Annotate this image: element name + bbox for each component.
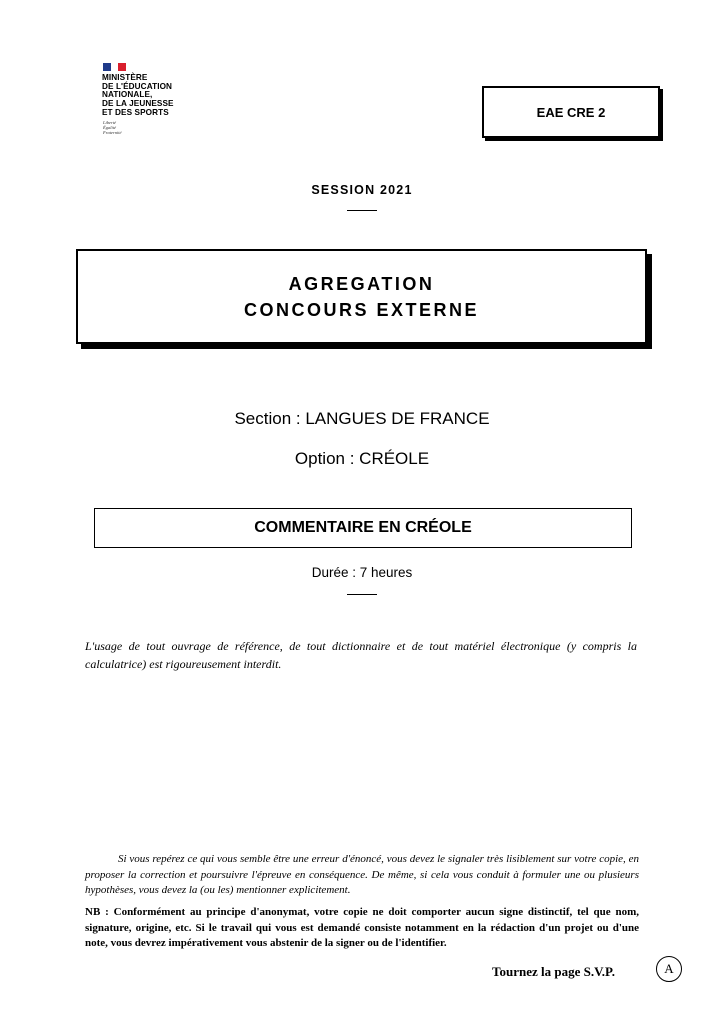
epreuve-box (94, 508, 632, 548)
page-marker-circle (656, 956, 682, 982)
french-flag-icon (103, 63, 126, 71)
ministry-name: MINISTÈRE DE L'ÉDUCATION NATIONALE, DE LA JEUNESSE ET DES SPORTS (102, 73, 174, 117)
session-label: SESSION 2021 (311, 183, 413, 197)
title-line-concours: CONCOURS EXTERNE (243, 299, 480, 320)
turn-page-label: Tournez la page S.V.P. (492, 964, 616, 979)
divider (347, 594, 377, 595)
nb-note: NB : Conformément au principe d'anonymat, votre copie ne doit comporter aucun signe distinctif, tel que nom, signature, origine, etc. Si le travail qui vous est demandé consiste notamment en la rédaction d'un projet ou d'une note, vous devrez impérativement vous abstenir de la signer ou de l'identifier. (85, 906, 639, 949)
option-label: Option : CRÉOLE (294, 449, 430, 468)
duration-label: Durée : 7 heures (311, 565, 413, 580)
exam-code-box (482, 86, 660, 138)
republic-motto: Liberté Égalité Fraternité (103, 120, 122, 135)
title-line-agregation: AGREGATION (288, 273, 435, 294)
section-label: Section : LANGUES DE FRANCE (234, 409, 490, 428)
page-marker: A (664, 961, 674, 976)
usage-note: L'usage de tout ouvrage de référence, de tout dictionnaire et de tout matériel électronique (y compris la calculatrice) est rigoureusement interdit. (85, 639, 637, 671)
title-box (76, 249, 647, 344)
divider (347, 210, 377, 211)
epreuve-title: COMMENTAIRE EN CRÉOLE (254, 519, 472, 536)
error-note: Si vous repérez ce qui vous semble être une erreur d'énoncé, vous devez le signaler très lisiblement sur votre copie, en proposer la correction et poursuivre l'épreuve en conséquence. De même, si cela vous conduit à formuler une ou plusieurs hypothèses, vous devez la (ou les) mentionner explicitement. (85, 853, 639, 896)
exam-code: EAE CRE 2 (536, 104, 606, 120)
